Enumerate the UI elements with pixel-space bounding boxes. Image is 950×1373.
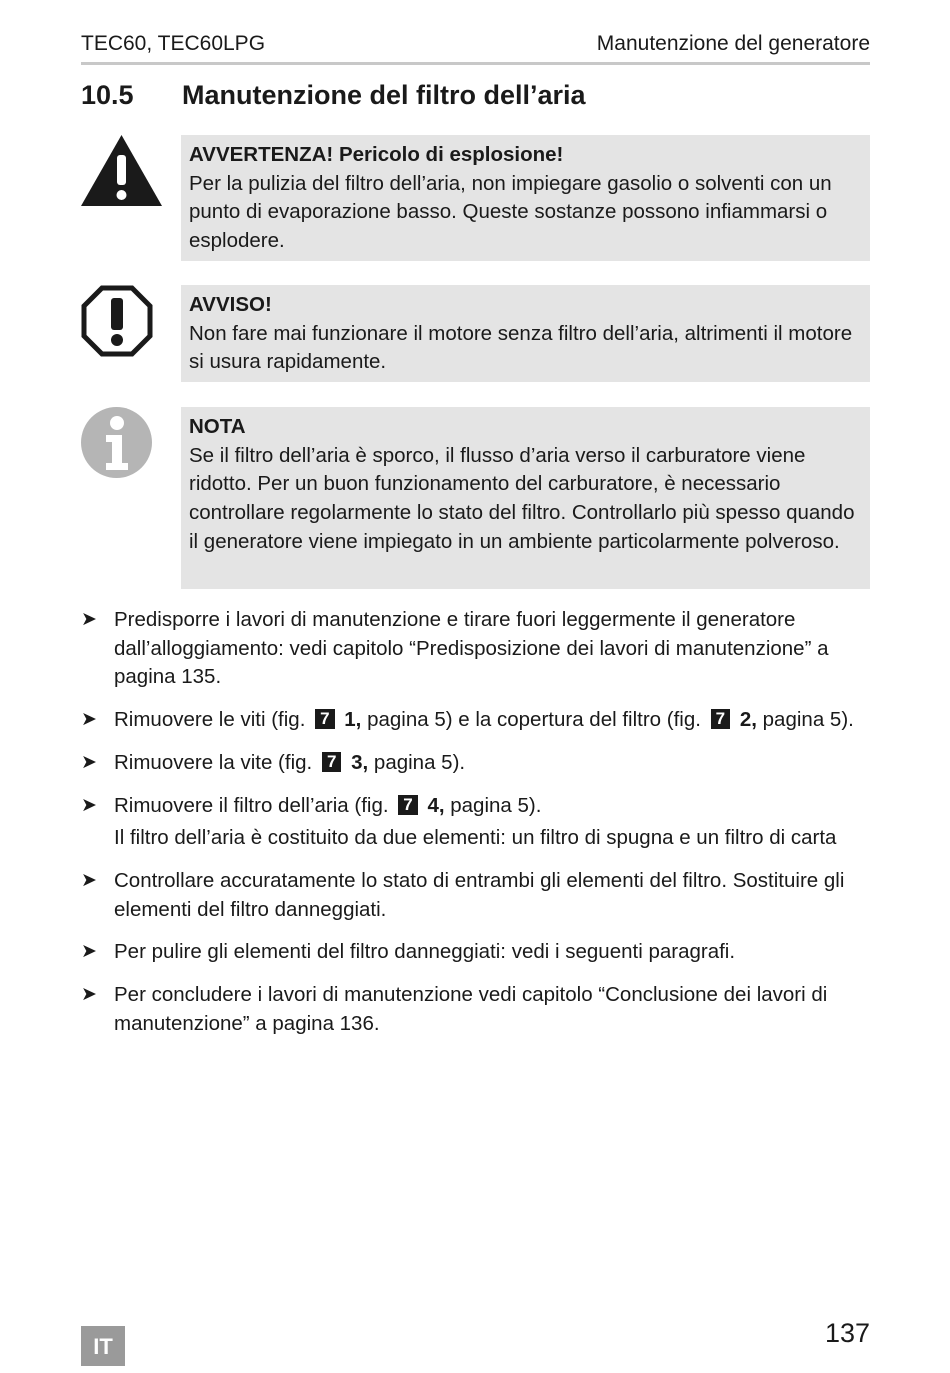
warning-title: AVVERTENZA! Pericolo di esplosione!	[189, 143, 564, 166]
step-result: Il filtro dell’aria è costituito da due elementi: un filtro di spugna e un filtro di carta	[114, 826, 837, 850]
arrow-icon: ➤	[81, 941, 97, 963]
step-text: Rimuovere le viti (fig.	[114, 708, 306, 732]
page-number: 137	[824, 1318, 870, 1348]
step-item	[81, 792, 870, 821]
header-product: TEC60, TEC60LPG	[81, 32, 266, 55]
info-icon	[81, 407, 152, 478]
step-item	[81, 749, 870, 778]
step-item	[81, 606, 870, 692]
notice-box	[181, 285, 870, 382]
arrow-icon: ➤	[81, 609, 97, 630]
figure-reference-badge: 7	[322, 752, 341, 772]
figure-item-number: 1,	[344, 708, 362, 732]
step-text: Per pulire gli elementi del filtro danneggiati: vedi i seguenti paragrafi.	[114, 940, 736, 964]
warning-text: Per la pulizia del filtro dell’aria, non impiegare gasolio o solventi con un punto di evaporazione basso. Queste sostanze possono infiammarsi o esplodere.	[189, 171, 832, 253]
step-text: pagina 5) e la copertura del filtro (fig.	[367, 708, 701, 732]
figure-reference-badge: 7	[315, 709, 334, 729]
page-header	[81, 30, 870, 65]
arrow-icon: ➤	[81, 709, 97, 731]
arrow-icon: ➤	[81, 984, 97, 1006]
figure-reference-badge: 7	[711, 709, 730, 729]
header-chapter: Manutenzione del generatore	[596, 32, 870, 55]
instruction-steps	[81, 606, 870, 1052]
arrow-icon: ➤	[81, 794, 97, 816]
section-number: 10.5	[81, 80, 134, 110]
step-text: Controllare accuratamente lo stato di entrambi gli elementi del filtro. Sostituire gli elementi del filtro danneggiati.	[114, 868, 845, 921]
step-text: pagina 5).	[373, 750, 466, 774]
step-text: Per concludere i lavori di manutenzione vedi capitolo “Conclusione dei lavori di manutenzione” a pagina 136.	[114, 983, 828, 1035]
section-heading	[81, 80, 586, 111]
warning-triangle-icon	[81, 135, 162, 207]
notice-title: AVVISO!	[189, 293, 272, 316]
step-text: Predisporre i lavori di manutenzione e tirare fuori leggermente il generatore dall’alloggiamento: vedi capitolo “Predisposizione dei lavori di manutenzione” a pagina 135.	[114, 608, 829, 689]
note-box	[181, 407, 870, 589]
step-text: Rimuovere la vite (fig.	[114, 750, 313, 774]
figure-item-number: 3,	[351, 750, 369, 774]
arrow-icon: ➤	[81, 869, 97, 891]
step-text: pagina 5).	[450, 793, 542, 817]
octagon-exclamation-icon	[81, 285, 153, 357]
arrow-icon: ➤	[81, 751, 97, 773]
figure-item-number: 4,	[427, 793, 445, 817]
step-item	[81, 981, 870, 1038]
step-text: Rimuovere il filtro dell’aria (fig.	[114, 793, 389, 817]
section-title: Manutenzione del filtro dell’aria	[182, 80, 586, 110]
step-item	[81, 706, 870, 735]
step-text: pagina 5).	[762, 708, 854, 732]
notice-text: Non fare mai funzionare il motore senza filtro dell’aria, altrimenti il motore si usura rapidamente.	[189, 321, 853, 374]
note-title: NOTA	[189, 415, 246, 438]
step-item	[81, 867, 870, 924]
warning-box	[181, 135, 870, 261]
figure-reference-badge: 7	[398, 795, 417, 815]
figure-item-number: 2,	[739, 708, 757, 732]
step-item	[81, 938, 870, 967]
language-tab: IT	[81, 1326, 125, 1366]
note-text: Se il filtro dell’aria è sporco, il flusso d’aria verso il carburatore viene ridotto. Per un buon funzionamento del carburatore, è necessario controllare regolarmente lo stato del filtro. Controllarlo più spesso quando il generatore viene impiegato in un ambiente particolarmente polveroso.	[189, 443, 855, 553]
